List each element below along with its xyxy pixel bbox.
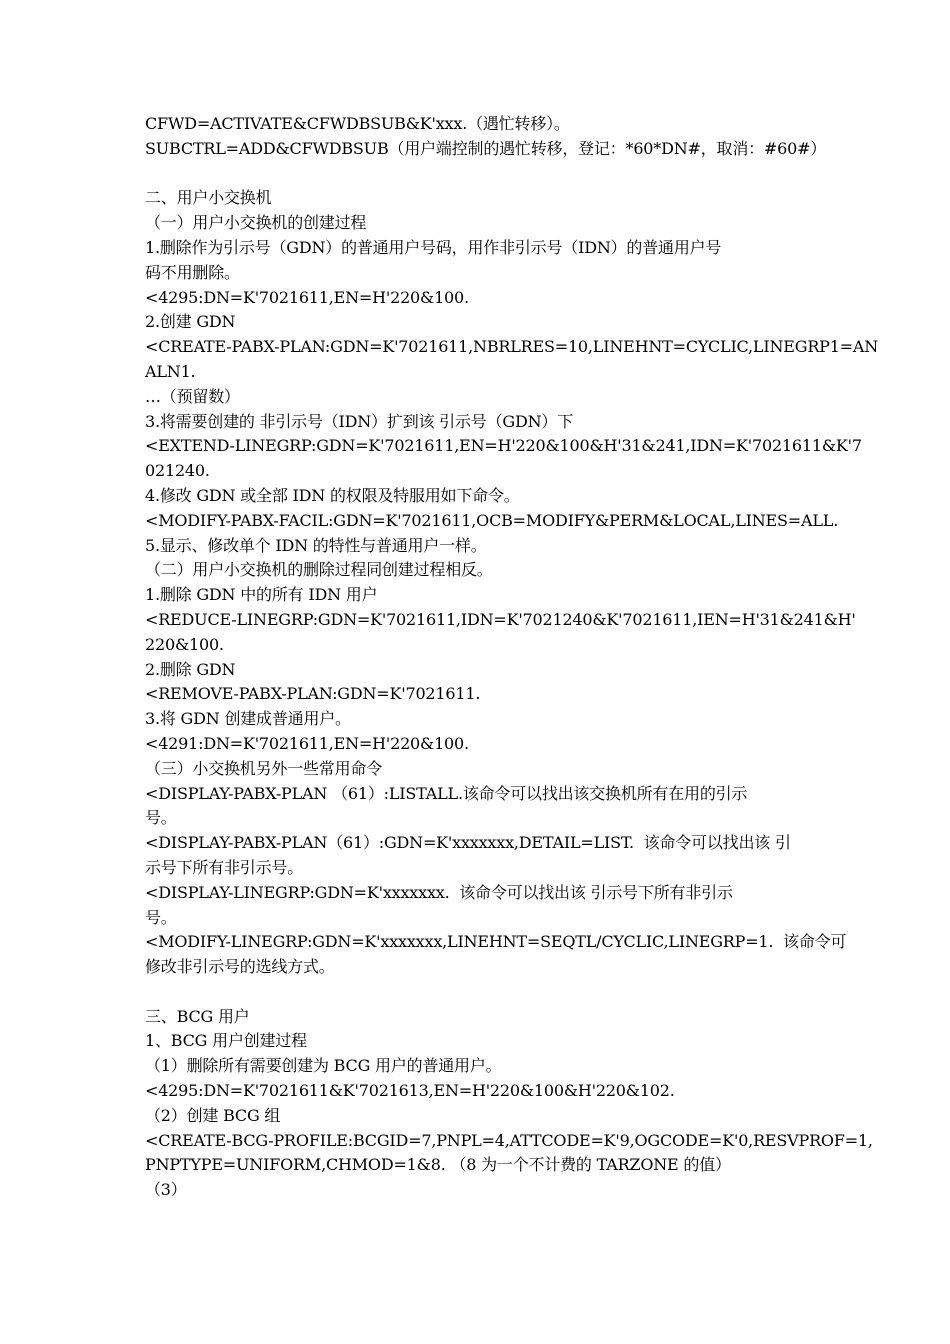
blank-line: [145, 980, 815, 1005]
text-line: 5.显示、修改单个 IDN 的特性与普通用户一样。: [145, 535, 487, 555]
text-line: 号。: [145, 808, 177, 828]
text-line: 3.将 GDN 创建成普通用户。: [145, 709, 351, 729]
text-line: <DISPLAY-PABX-PLAN（61）:GDN=K'xxxxxxx,DETAIL=LIST. 该命令可以找出该 引: [145, 833, 791, 853]
text-line: <MODIFY-PABX-FACIL:GDN=K'7021611,OCB=MODIFY&PERM&LOCAL,LINES=ALL.: [145, 510, 839, 530]
text-line: 2.删除 GDN: [145, 659, 236, 679]
text-line: 4.修改 GDN 或全部 IDN 的权限及特服用如下命令。: [145, 485, 520, 505]
text-line: 220&100.: [145, 634, 224, 654]
text-line: 3.将需要创建的 非引示号（IDN）扩到该 引示号（GDN）下: [145, 411, 573, 431]
text-line: 示号下所有非引示号。: [145, 857, 304, 877]
text-line: <DISPLAY-PABX-PLAN （61）:LISTALL.该命令可以找出该交换机所有在用的引示: [145, 783, 748, 803]
text-line: 1、BCG 用户创建过程: [145, 1031, 307, 1051]
text-line: <4291:DN=K'7021611,EN=H'220&100.: [145, 733, 469, 753]
text-line: <CREATE-PABX-PLAN:GDN=K'7021611,NBRLRES=10,LINEHNT=CYCLIC,LINEGRP1=AN: [145, 337, 879, 357]
text-line: 码不用删除。: [145, 262, 240, 282]
text-line: （三）小交换机另外一些常用命令: [145, 758, 383, 778]
text-line: 2.创建 GDN: [145, 312, 236, 332]
text-line: SUBCTRL=ADD&CFWDBSUB（用户端控制的遇忙转移，登记：*60*DN#，取消：#60#）: [145, 138, 827, 158]
blank-line: [145, 162, 815, 187]
text-line: 号。: [145, 907, 177, 927]
text-line: （一）用户小交换机的创建过程: [145, 213, 367, 233]
text-line: 1.删除作为引示号（GDN）的普通用户号码，用作非引示号（IDN）的普通用户号: [145, 237, 722, 257]
text-line: <4295:DN=K'7021611&K'7021613,EN=H'220&100&H'220&102.: [145, 1081, 675, 1101]
text-line: <REMOVE-PABX-PLAN:GDN=K'7021611.: [145, 684, 481, 704]
text-line: （1）删除所有需要创建为 BCG 用户的普通用户。: [145, 1056, 502, 1076]
text-line: <REDUCE-LINEGRP:GDN=K'7021611,IDN=K'7021240&K'7021611,IEN=H'31&241&H': [145, 609, 856, 629]
text-line: <4295:DN=K'7021611,EN=H'220&100.: [145, 287, 469, 307]
text-line: 021240.: [145, 461, 210, 481]
text-line: 三、BCG 用户: [145, 1006, 250, 1026]
text-line: <MODIFY-LINEGRP:GDN=K'xxxxxxx,LINEHNT=SEQTL/CYCLIC,LINEGRP=1. 该命令可: [145, 932, 847, 952]
text-line: ALN1.: [145, 361, 196, 381]
text-line: （2）创建 BCG 组: [145, 1105, 281, 1125]
text-line: 1.删除 GDN 中的所有 IDN 用户: [145, 585, 378, 605]
text-line: CFWD=ACTIVATE&CFWDBSUB&K'xxx.（遇忙转移）。: [145, 114, 570, 133]
text-line: 修改非引示号的选线方式。: [145, 957, 335, 977]
text-line: 二、用户小交换机: [145, 188, 272, 208]
text-line: <EXTEND-LINEGRP:GDN=K'7021611,EN=H'220&100&H'31&241,IDN=K'7021611&K'7: [145, 436, 862, 456]
text-line: PNPTYPE=UNIFORM,CHMOD=1&8. （8 为一个不计费的 TARZONE 的值）: [145, 1155, 731, 1175]
text-line: <CREATE-BCG-PROFILE:BCGID=7,PNPL=4,ATTCODE=K'9,OGCODE=K'0,RESVPROF=1,: [145, 1130, 873, 1150]
text-line: （3）: [145, 1180, 187, 1200]
text-line: …（预留数）: [145, 386, 240, 406]
text-line: （二）用户小交换机的删除过程同创建过程相反。: [145, 560, 493, 580]
text-line: <DISPLAY-LINEGRP:GDN=K'xxxxxxx. 该命令可以找出该 引示号下所有非引示: [145, 882, 733, 902]
document-page: [145, 112, 879, 1203]
